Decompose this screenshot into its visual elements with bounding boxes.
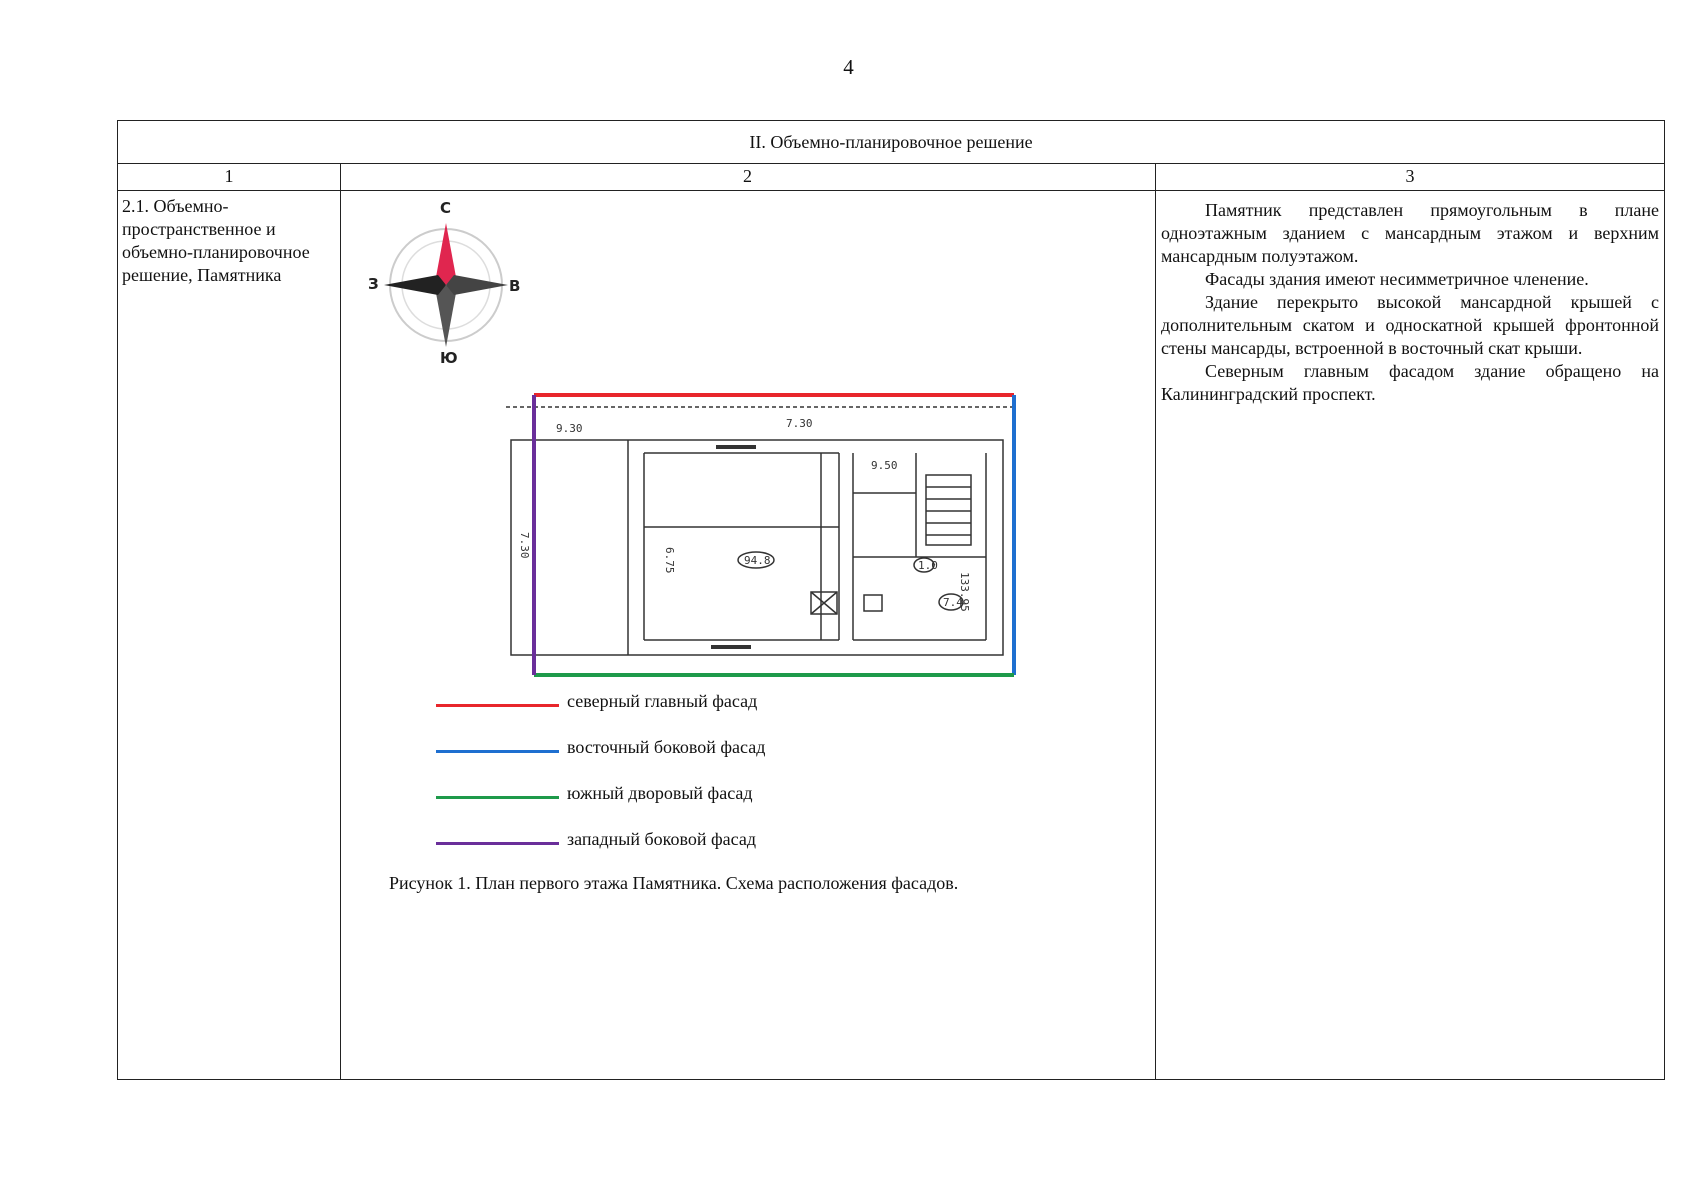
plan-dim-label: 9.50	[871, 459, 898, 472]
legend-label: западный боковой фасад	[567, 829, 757, 849]
legend-swatch	[436, 842, 559, 845]
row-title: 2.1. Объемно-пространственное и объемно-планировочное решение, Памятника	[122, 196, 310, 285]
description-paragraph: Памятник представлен прямоугольным в плане одноэтажным зданием с мансардным этажом и верхним мансардным полуэтажом.	[1161, 200, 1659, 266]
column-divider	[1155, 164, 1156, 1079]
floor-plan-drawing	[506, 377, 1042, 687]
figure-caption: Рисунок 1. План первого этажа Памятника. Схема расположения фасадов.	[389, 873, 959, 893]
compass-north-label: С	[440, 199, 452, 217]
section-title: II. Объемно-планировочное решение	[118, 121, 1664, 164]
description-paragraph: Северным главным фасадом здание обращено на Калининградский проспект.	[1161, 361, 1659, 404]
column-header-1: 1	[224, 166, 234, 186]
compass-east-label: В	[509, 277, 521, 295]
plan-dim-label: 9.30	[556, 422, 583, 435]
plan-room-label: 1.0	[918, 559, 938, 572]
description-text	[1161, 199, 1659, 406]
floor-plan	[506, 377, 1042, 687]
compass-icon	[366, 199, 531, 369]
description-paragraph: Фасады здания имеют несимметричное членение.	[1205, 269, 1589, 289]
legend-swatch	[436, 704, 559, 707]
compass-rose	[366, 199, 531, 369]
legend-label: южный дворовый фасад	[567, 783, 753, 803]
compass-south-label: Ю	[440, 349, 458, 367]
plan-dim-label: 6.75	[663, 547, 676, 574]
description-table	[117, 120, 1665, 1080]
legend-swatch	[436, 796, 559, 799]
column-header-3: 3	[1405, 166, 1415, 186]
plan-dim-label: 7.30	[786, 417, 813, 430]
column-header-2: 2	[743, 166, 752, 186]
plan-dim-label: 7.30	[518, 532, 531, 559]
legend-swatch	[436, 750, 559, 753]
plan-room-label: 7.4	[943, 596, 963, 609]
plan-elevation-label: 133.95	[958, 572, 971, 612]
page-number: 4	[843, 55, 854, 79]
legend-label: восточный боковой фасад	[567, 737, 766, 757]
plan-room-label: 94.8	[744, 554, 771, 567]
description-paragraph: Здание перекрыто высокой мансардной крышей с дополнительным скатом и односкатной крышей фронтонной стены мансарды, встроенной в восточный скат крыши.	[1161, 292, 1659, 358]
legend-label: северный главный фасад	[567, 691, 758, 711]
compass-west-label: З	[368, 275, 379, 293]
column-divider	[340, 164, 341, 1079]
